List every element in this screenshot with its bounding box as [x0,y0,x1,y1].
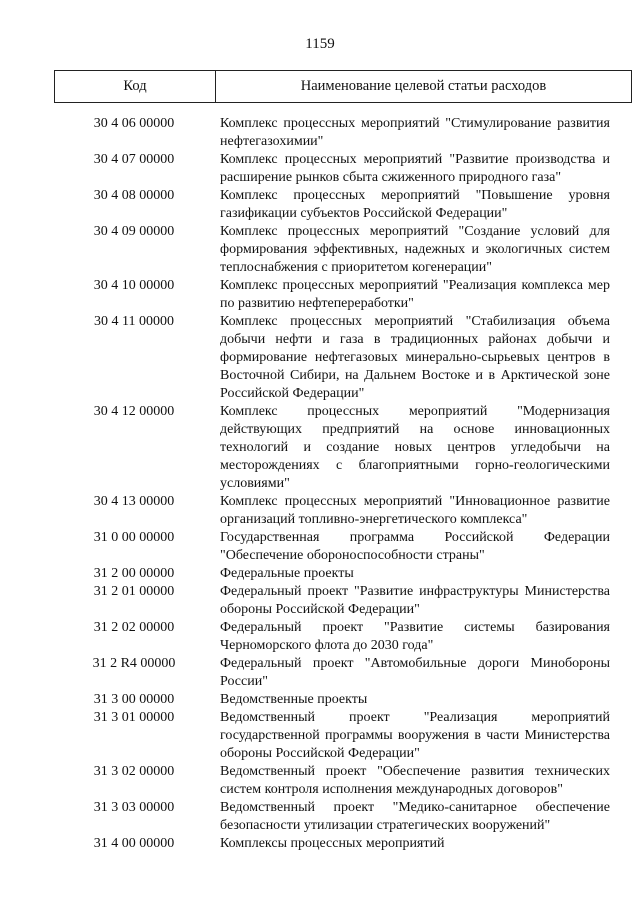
row-code: 31 3 00 00000 [93,692,175,707]
row-name: Комплекс процессных мероприятий "Модернизация действующих предприятий на основе инновационных технологий и создание новых центров угледобычи на месторождениях с благоприятными горно-геологическими условиями" [220,404,610,491]
row-name: Комплекс процессных мероприятий "Развитие производства и расширение рынков сбыта сжиженного природного газа" [220,152,610,185]
row-name: Ведомственные проекты [220,692,368,707]
row-code: 31 3 03 00000 [93,800,175,815]
row-code: 30 4 10 00000 [93,278,175,293]
row-code: 31 2 R4 00000 [92,656,176,671]
row-code: 31 3 01 00000 [93,710,175,725]
table-row [54,835,632,853]
table-header [54,70,632,103]
table-row [54,619,632,655]
header-name: Наименование целевой статьи расходов [300,78,547,94]
header-code: Код [55,71,216,102]
row-name: Комплекс процессных мероприятий "Стимулирование развития нефтегазохимии" [220,116,610,149]
row-name: Комплекс процессных мероприятий "Реализация комплекса мер по развитию нефтепереработки" [220,278,610,311]
table-row [54,493,632,529]
row-name: Комплекс процессных мероприятий "Инновационное развитие организаций топливно-энергетического комплекса" [220,494,610,527]
row-code: 30 4 07 00000 [93,152,175,167]
row-name: Комплекс процессных мероприятий "Стабилизация объема добычи нефти и газа в традиционных районах добычи и формирование нефтегазовых минерально-сырьевых центров в Восточной Сибири, на Дальнем Востоке и в Арктической зоне Российской Федерации" [220,314,610,401]
row-name: Федеральный проект "Развитие инфраструктуры Министерства обороны Российской Федерации" [220,584,610,617]
table-row [54,313,632,403]
row-name: Федеральный проект "Автомобильные дороги Минобороны России" [220,656,610,689]
row-name: Государственная программа Российской Федерации "Обеспечение обороноспособности страны" [220,530,610,563]
table-row [54,799,632,835]
table-row [54,115,632,151]
table-row [54,763,632,799]
row-code: 31 2 01 00000 [93,584,175,599]
row-code: 31 2 02 00000 [93,620,175,635]
row-name: Комплексы процессных мероприятий [220,836,445,851]
row-code: 30 4 12 00000 [93,404,175,419]
table-row [54,691,632,709]
table-row [54,565,632,583]
table-row [54,151,632,187]
row-code: 31 3 02 00000 [93,764,175,779]
table-row [54,583,632,619]
row-code: 31 0 00 00000 [93,530,175,545]
table-row [54,223,632,277]
row-code: 31 2 00 00000 [93,566,175,581]
table-row [54,529,632,565]
row-name: Ведомственный проект "Медико-санитарное обеспечение безопасности утилизации стратегических вооружений" [220,800,610,833]
table-row [54,187,632,223]
row-name: Федеральные проекты [220,566,354,581]
table-row [54,655,632,691]
row-name: Федеральный проект "Развитие системы базирования Черноморского флота до 2030 года" [220,620,610,653]
row-name: Комплекс процессных мероприятий "Создание условий для формирования эффективных, надежных и экологичных систем теплоснабжения с приоритетом когенерации" [220,224,610,275]
row-code: 30 4 13 00000 [93,494,175,509]
row-code: 30 4 09 00000 [93,224,175,239]
row-name: Комплекс процессных мероприятий "Повышение уровня газификации субъектов Российской Федерации" [220,188,610,221]
row-code: 30 4 06 00000 [93,116,175,131]
table-row [54,403,632,493]
row-code: 30 4 08 00000 [93,188,175,203]
row-name: Ведомственный проект "Реализация мероприятий государственной программы вооружения в части Министерства обороны Российской Федерации" [220,710,610,761]
table-row [54,709,632,763]
row-code: 31 4 00 00000 [93,836,175,851]
page-number: 1159 [305,36,335,52]
row-code: 30 4 11 00000 [94,314,174,329]
table-body [54,115,632,853]
row-name: Ведомственный проект "Обеспечение развития технических систем контроля исполнения международных договоров" [220,764,610,797]
table-row [54,277,632,313]
